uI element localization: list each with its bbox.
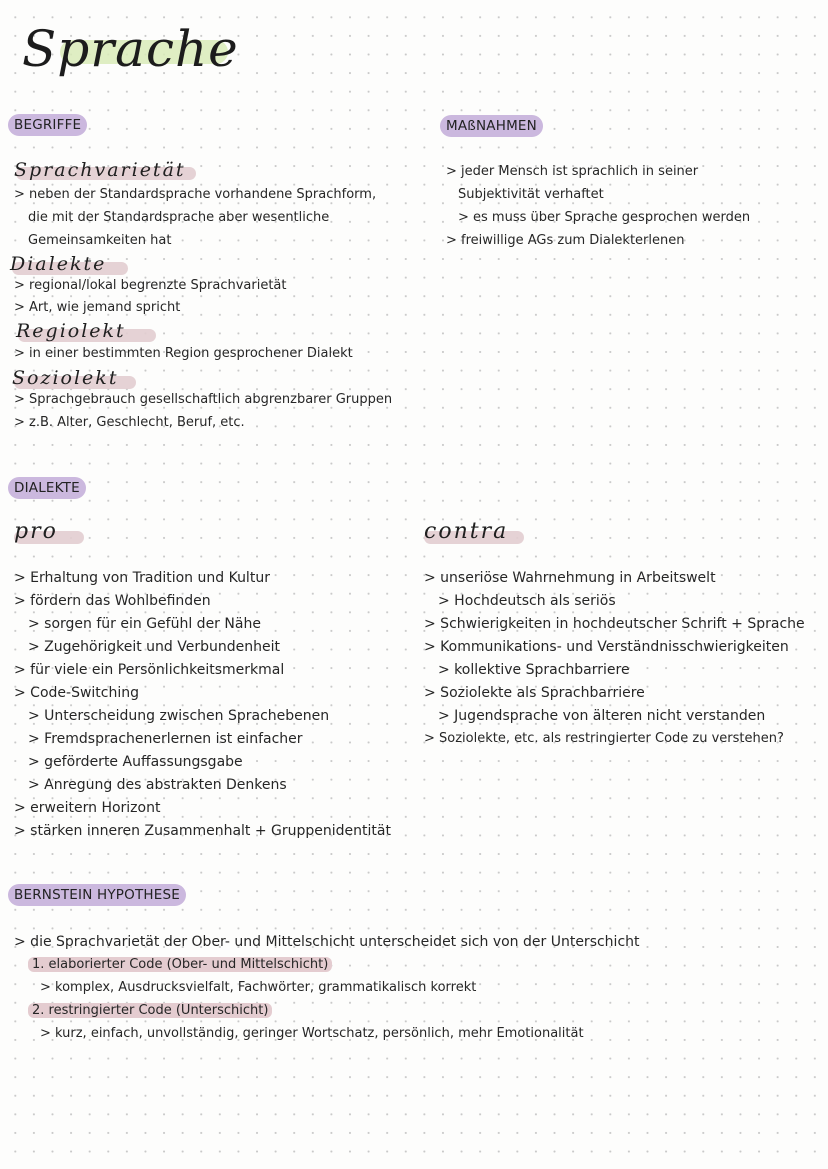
pro-line: > Erhaltung von Tradition und Kultur — [14, 570, 270, 586]
term-line: > in einer bestimmten Region gesprochener Dialekt — [14, 346, 353, 361]
term-line: die mit der Standardsprache aber wesentliche — [28, 210, 330, 225]
pro-line: > sorgen für ein Gefühl der Nähe — [28, 616, 261, 632]
contra-line: > Schwierigkeiten in hochdeutscher Schrift + Sprache — [424, 616, 805, 632]
section-tag-massnahmen: MAßNAHMEN — [440, 115, 543, 137]
term-regiolekt: Regiolekt — [16, 320, 126, 342]
massnahmen-line: Subjektivität verhaftet — [458, 187, 604, 202]
pro-line: > Anregung des abstrakten Denkens — [28, 777, 287, 793]
pro-line: > stärken inneren Zusammenhalt + Gruppenidentität — [14, 823, 391, 839]
bernstein-code2-detail: > kurz, einfach, unvollständig, geringer Wortschatz, persönlich, mehr Emotionalität — [40, 1026, 584, 1041]
pro-line: > geförderte Auffassungsgabe — [28, 754, 243, 770]
term-line: > Art, wie jemand spricht — [14, 300, 181, 315]
contra-line: > Hochdeutsch als seriös — [438, 593, 616, 609]
contra-line: > Soziolekte als Sprachbarriere — [424, 685, 645, 701]
contra-heading: contra — [424, 519, 509, 544]
term-line: Gemeinsamkeiten hat — [28, 233, 172, 248]
code2-label: 2. restringierter Code (Unterschicht) — [28, 1003, 272, 1018]
contra-line: > kollektive Sprachbarriere — [438, 662, 630, 678]
massnahmen-line: > es muss über Sprache gesprochen werden — [458, 210, 751, 225]
pro-heading: pro — [14, 519, 58, 544]
pro-line: > Zugehörigkeit und Verbundenheit — [28, 639, 280, 655]
bernstein-code1-detail: > komplex, Ausdrucksvielfalt, Fachwörter, grammatikalisch korrekt — [40, 980, 477, 995]
pro-line: > erweitern Horizont — [14, 800, 161, 816]
term-dialekte: Dialekte — [10, 253, 107, 275]
pro-line: > Unterscheidung zwischen Sprachebenen — [28, 708, 330, 724]
contra-line: > Soziolekte, etc. als restringierter Code zu verstehen? — [424, 731, 784, 746]
code1-label: 1. elaborierter Code (Ober- und Mittelschicht) — [28, 957, 332, 972]
pro-line: > Code-Switching — [14, 685, 140, 701]
massnahmen-line: > freiwillige AGs zum Dialekterlenen — [446, 233, 685, 248]
bernstein-code2 — [28, 1001, 272, 1021]
term-soziolekt: Soziolekt — [12, 367, 119, 389]
term-line: > neben der Standardsprache vorhandene Sprachform, — [14, 187, 377, 202]
massnahmen-line: > jeder Mensch ist sprachlich in seiner — [446, 164, 699, 179]
contra-line: > Jugendsprache von älteren nicht verstanden — [438, 708, 766, 724]
term-line: > Sprachgebrauch gesellschaftlich abgrenzbarer Gruppen — [14, 392, 393, 407]
section-tag-begriffe: BEGRIFFE — [8, 114, 87, 136]
page-title: Sprache — [22, 20, 239, 78]
bernstein-intro: > die Sprachvarietät der Ober- und Mittelschicht unterscheidet sich von der Unterschicht — [14, 934, 640, 950]
contra-line: > unseriöse Wahrnehmung in Arbeitswelt — [424, 570, 716, 586]
pro-line: > für viele ein Persönlichkeitsmerkmal — [14, 662, 285, 678]
contra-line: > Kommunikations- und Verständnisschwierigkeiten — [424, 639, 789, 655]
bernstein-code1 — [28, 955, 332, 975]
section-tag-bernstein: BERNSTEIN HYPOTHESE — [8, 884, 186, 906]
term-sprachvarietaet: Sprachvarietät — [14, 159, 186, 181]
pro-line: > Fremdsprachenerlernen ist einfacher — [28, 731, 303, 747]
term-line: > z.B. Alter, Geschlecht, Beruf, etc. — [14, 415, 245, 430]
term-line: > regional/lokal begrenzte Sprachvarietät — [14, 278, 287, 293]
section-tag-dialekte: DIALEKTE — [8, 477, 86, 499]
pro-line: > fördern das Wohlbefinden — [14, 593, 211, 609]
